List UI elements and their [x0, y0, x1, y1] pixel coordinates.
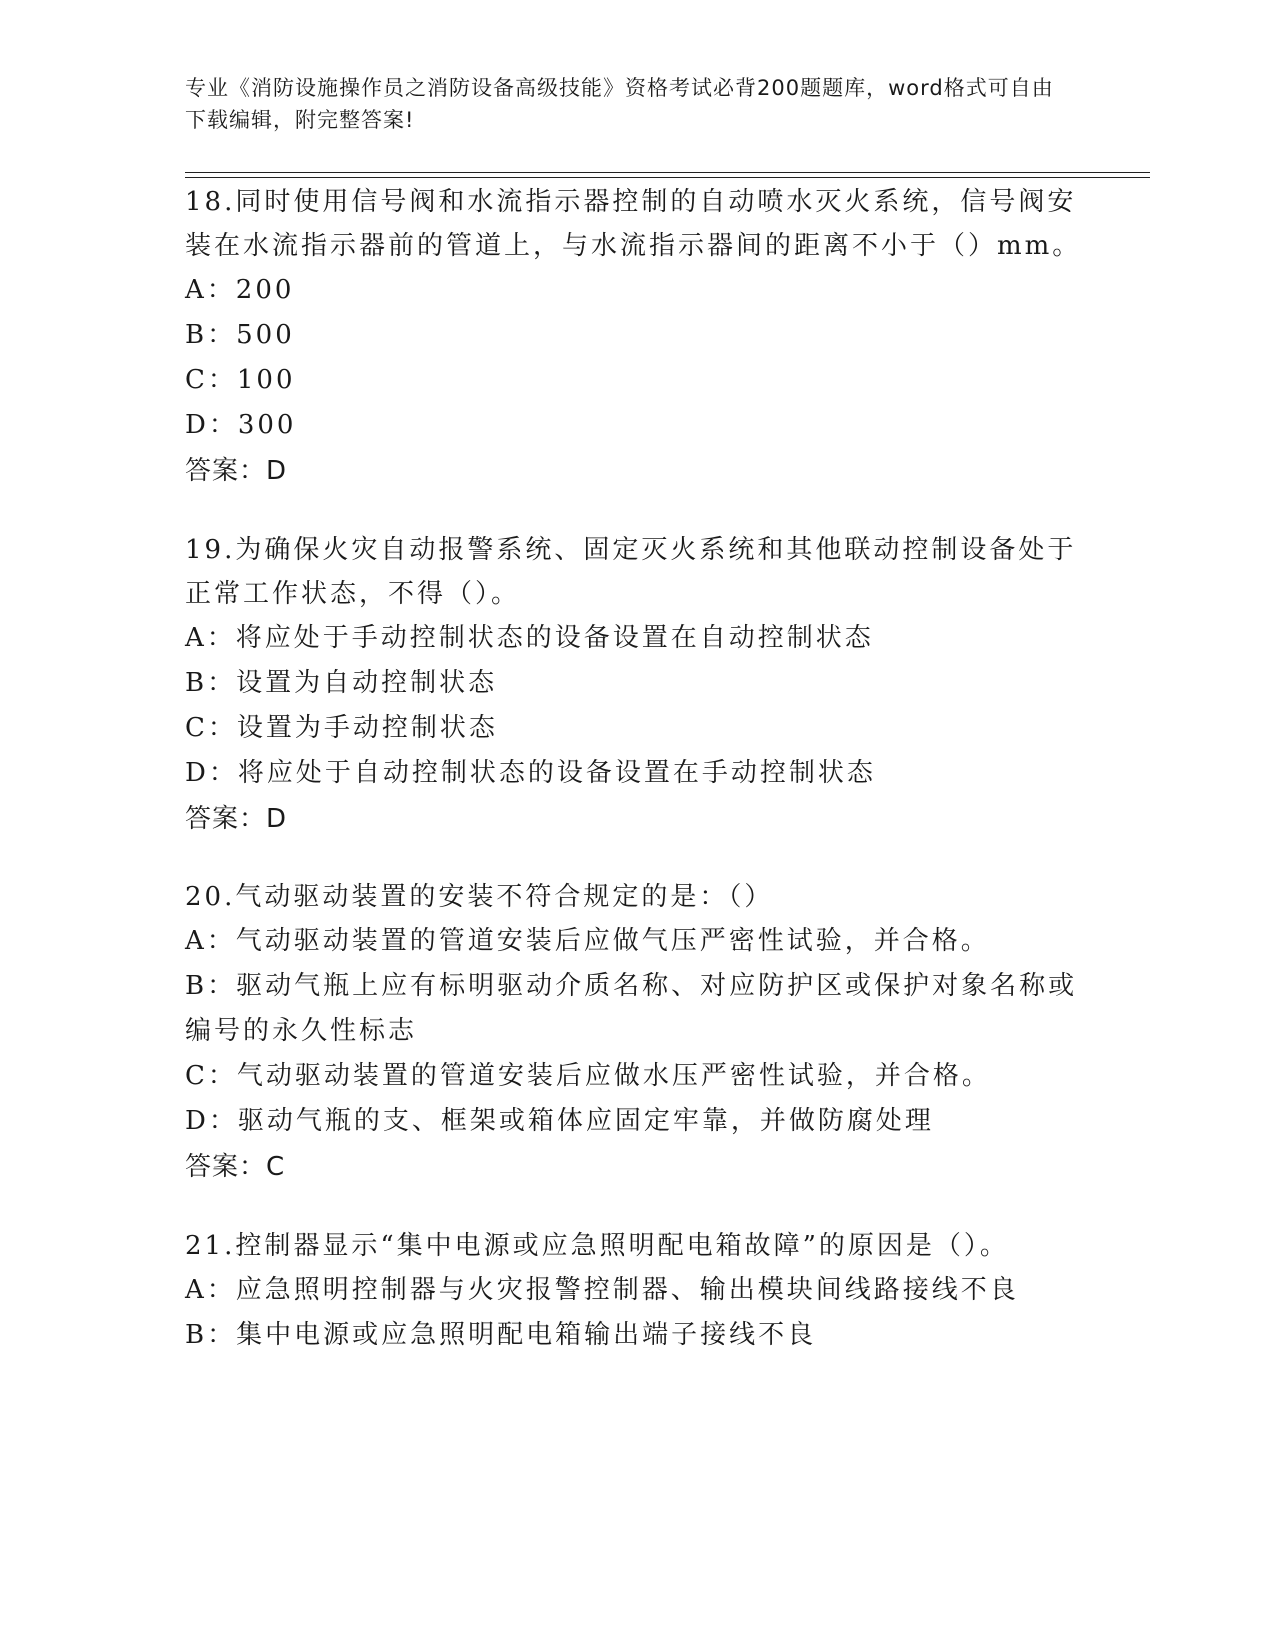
- answer: 答案：D: [185, 804, 288, 834]
- option-c: C：气动驱动装置的管道安装后应做水压严密性试验，并合格。: [185, 1061, 991, 1091]
- option-b: B：设置为自动控制状态: [185, 668, 498, 698]
- option-b: B：500: [185, 320, 295, 350]
- document-header: 专业《消防设施操作员之消防设备高级技能》资格考试必背200题题库，word格式可自由下载编辑，附完整答案!: [185, 76, 1054, 132]
- option-c: C：100: [185, 365, 296, 395]
- option-c: C：设置为手动控制状态: [185, 713, 498, 743]
- option-d: D：驱动气瓶的支、框架或箱体应固定牢靠，并做防腐处理: [185, 1106, 934, 1136]
- option-a: A：200: [185, 275, 295, 305]
- option-b: B：驱动气瓶上应有标明驱动介质名称、对应防护区或保护对象名称或编号的永久性标志: [185, 971, 1078, 1046]
- option-b: B：集中电源或应急照明配电箱输出端子接线不良: [185, 1320, 817, 1350]
- answer: 答案：D: [185, 456, 288, 486]
- question-20: [185, 875, 1085, 1190]
- header-rule-top: [185, 172, 1150, 173]
- question-stem: 19.为确保火灾自动报警系统、固定灭火系统和其他联动控制设备处于正常工作状态，不得（）。: [185, 535, 1077, 609]
- question-19: [185, 528, 1085, 842]
- question-18: [185, 180, 1085, 494]
- question-stem: 20.气动驱动装置的安装不符合规定的是：（）: [185, 882, 774, 912]
- option-a: A：应急照明控制器与火灾报警控制器、输出模块间线路接线不良: [185, 1275, 1019, 1305]
- option-a: A：气动驱动装置的管道安装后应做气压严密性试验，并合格。: [185, 926, 990, 956]
- header-rule-bottom: [185, 177, 1150, 178]
- option-d: D：将应处于自动控制状态的设备设置在手动控制状态: [185, 758, 876, 788]
- question-stem: 18.同时使用信号阀和水流指示器控制的自动喷水灭火系统，信号阀安装在水流指示器前的管道上，与水流指示器间的距离不小于（）mm。: [185, 187, 1082, 261]
- question-stem: 21.控制器显示“集中电源或应急照明配电箱故障”的原因是（）。: [185, 1231, 1009, 1261]
- answer: 答案：C: [185, 1152, 286, 1182]
- question-21: [185, 1224, 1085, 1358]
- option-d: D：300: [185, 410, 297, 440]
- option-a: A：将应处于手动控制状态的设备设置在自动控制状态: [185, 623, 874, 653]
